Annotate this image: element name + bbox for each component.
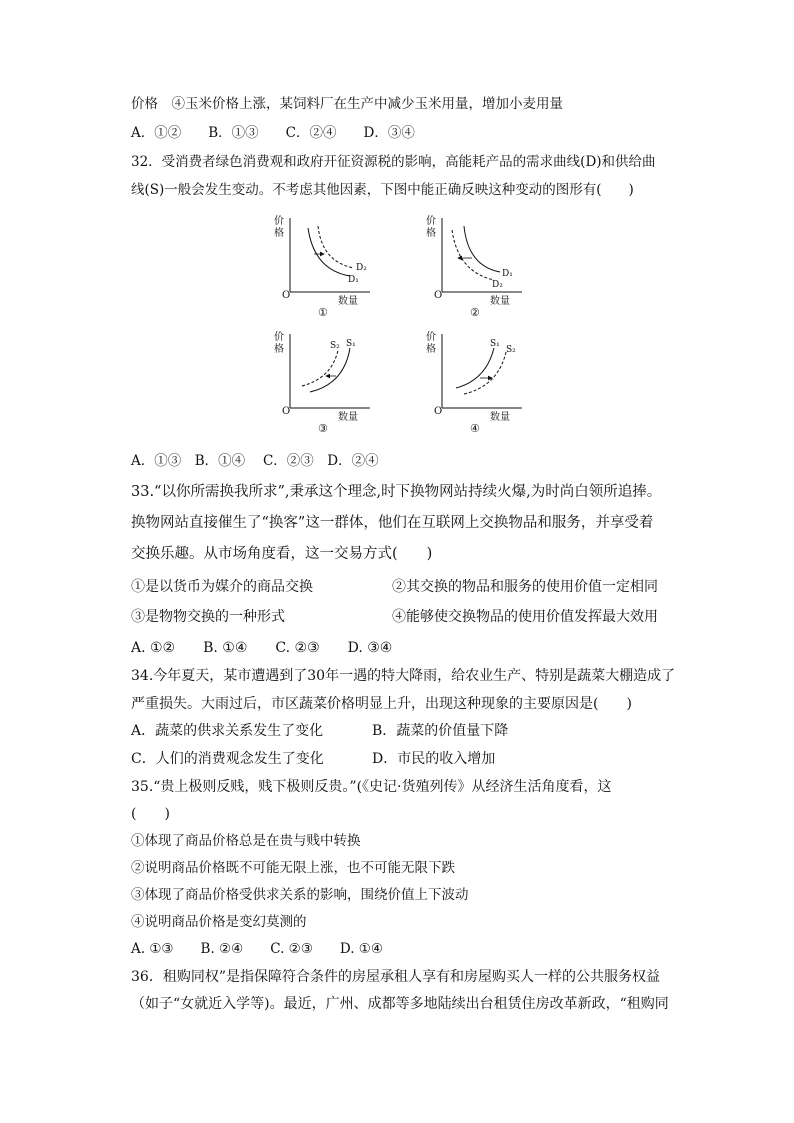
x-label: 数量: [490, 412, 510, 423]
q33-item1: ①是以货币为媒介的商品交换: [131, 579, 313, 595]
q33-line3: 交换乐趣。从市场角度看，这一交易方式( ): [131, 546, 433, 562]
y-label-top: 价: [426, 216, 436, 227]
curve-solid: [464, 226, 500, 272]
curve-label-a: D₁: [502, 269, 513, 279]
q36-line2: （如子“女就近入学等)。最近，广州、成都等多地陆续出台租赁住房改革新政，“租购同: [131, 996, 669, 1012]
curve-solid: [310, 348, 350, 392]
q35-options: A. ①③ B. ②④ C. ②③ D. ①④: [131, 941, 384, 957]
q34-optA: A．蔬菜的供求关系发生了变化: [131, 723, 324, 739]
y-label-top: 价: [274, 216, 284, 227]
y-label-bottom: 格: [426, 344, 436, 355]
y-label-top: 价: [426, 332, 436, 343]
graph-4: [422, 326, 532, 442]
curve-label-a: D₂: [356, 263, 367, 273]
q33-item4: ④能够使交换物品的使用价值发挥最大效用: [392, 609, 658, 625]
y-label-top: 价: [274, 332, 284, 343]
q33-line2: 换物网站直接催生了“换客”这一群体，他们在互联网上交换物品和服务，并享受着: [131, 515, 654, 531]
origin-label: O: [434, 406, 443, 417]
q32-options: A．①③ B．①④ C．②③ D．②④: [131, 453, 379, 469]
curve-solid: [308, 228, 350, 276]
y-label-bottom: 格: [274, 228, 284, 239]
q32-line2: 线(S)一般会发生变动。不考虑其他因素，下图中能正确反映这种变动的图形有( ): [131, 182, 634, 198]
q33-item2: ②其交换的物品和服务的使用价值一定相同: [392, 579, 658, 595]
q35-line2: ( ): [131, 806, 170, 822]
q34-optD: D．市民的收入增加: [372, 751, 496, 767]
curve-dashed: [318, 226, 354, 268]
origin-label: O: [434, 290, 443, 301]
graph-number: ③: [318, 422, 328, 435]
curve-label-b: S₂: [506, 345, 516, 355]
q33-line1: 33.“以你所需换我所求”,秉承这个理念,时下换物网站持续火爆,为时尚白领所追捧。: [131, 484, 662, 500]
y-label-bottom: 格: [274, 344, 284, 355]
graph-number: ④: [470, 422, 480, 435]
curve-label-b: D₂: [492, 280, 503, 290]
origin-label: O: [282, 290, 291, 301]
q34-optB: B．蔬菜的价值量下降: [372, 723, 509, 739]
curve-label-a: S₁: [490, 339, 500, 349]
origin-label: O: [282, 406, 291, 417]
x-label: 数量: [338, 296, 358, 307]
q32-line1: 32．受消费者绿色消费观和政府开征资源税的影响，高能耗产品的需求曲线(D)和供给曲: [131, 154, 656, 170]
graph-number: ②: [470, 306, 480, 319]
graph-3: [270, 326, 380, 442]
q31-options: A．①② B．①③ C．②④ D．③④: [131, 125, 415, 141]
graph-2: [422, 210, 532, 326]
q33-item3: ③是物物交换的一种形式: [131, 609, 285, 625]
q35-item1: ①体现了商品价格总是在贵与贱中转换: [131, 833, 361, 849]
q35-item4: ④说明商品价格是变幻莫测的: [131, 914, 307, 930]
x-label: 数量: [338, 412, 358, 423]
q36-line1: 36．租购同权”是指保障符合条件的房屋承租人享有和房屋购买人一样的公共服务权益: [131, 969, 660, 985]
curve-label-b: D₁: [348, 275, 359, 285]
q35-line1: 35.“贵上极则反贱，贱下极则反贵。”(《史记·货殖列传》从经济生活角度看，这: [131, 779, 612, 795]
curve-label-b: S₁: [346, 339, 356, 349]
q35-item3: ③体现了商品价格受供求关系的影响，围绕价值上下波动: [131, 887, 469, 903]
x-label: 数量: [490, 296, 510, 307]
curve-dashed: [464, 352, 506, 394]
q34-optC: C．人们的消费观念发生了变化: [131, 751, 324, 767]
q33-options: A. ①② B. ①④ C. ②③ D. ③④: [131, 640, 393, 656]
graph-1: [270, 210, 380, 326]
q34-line1: 34.今年夏天，某市遭遇到了30年一遇的特大降雨，给农业生产、特别是蔬菜大棚造成了: [131, 668, 676, 684]
q31-line-tail: 价格 ④玉米价格上涨，某饲料厂在生产中减少玉米用量，增加小麦用量: [131, 96, 563, 112]
q34-line2: 严重损失。大雨过后，市区蔬菜价格明显上升，出现这种现象的主要原因是( ): [131, 696, 632, 712]
graph-number: ①: [318, 306, 328, 319]
q35-item2: ②说明商品价格既不可能无限上涨，也不可能无限下跌: [131, 860, 455, 876]
y-label-bottom: 格: [426, 228, 436, 239]
curve-label-a: S₂: [330, 341, 340, 351]
